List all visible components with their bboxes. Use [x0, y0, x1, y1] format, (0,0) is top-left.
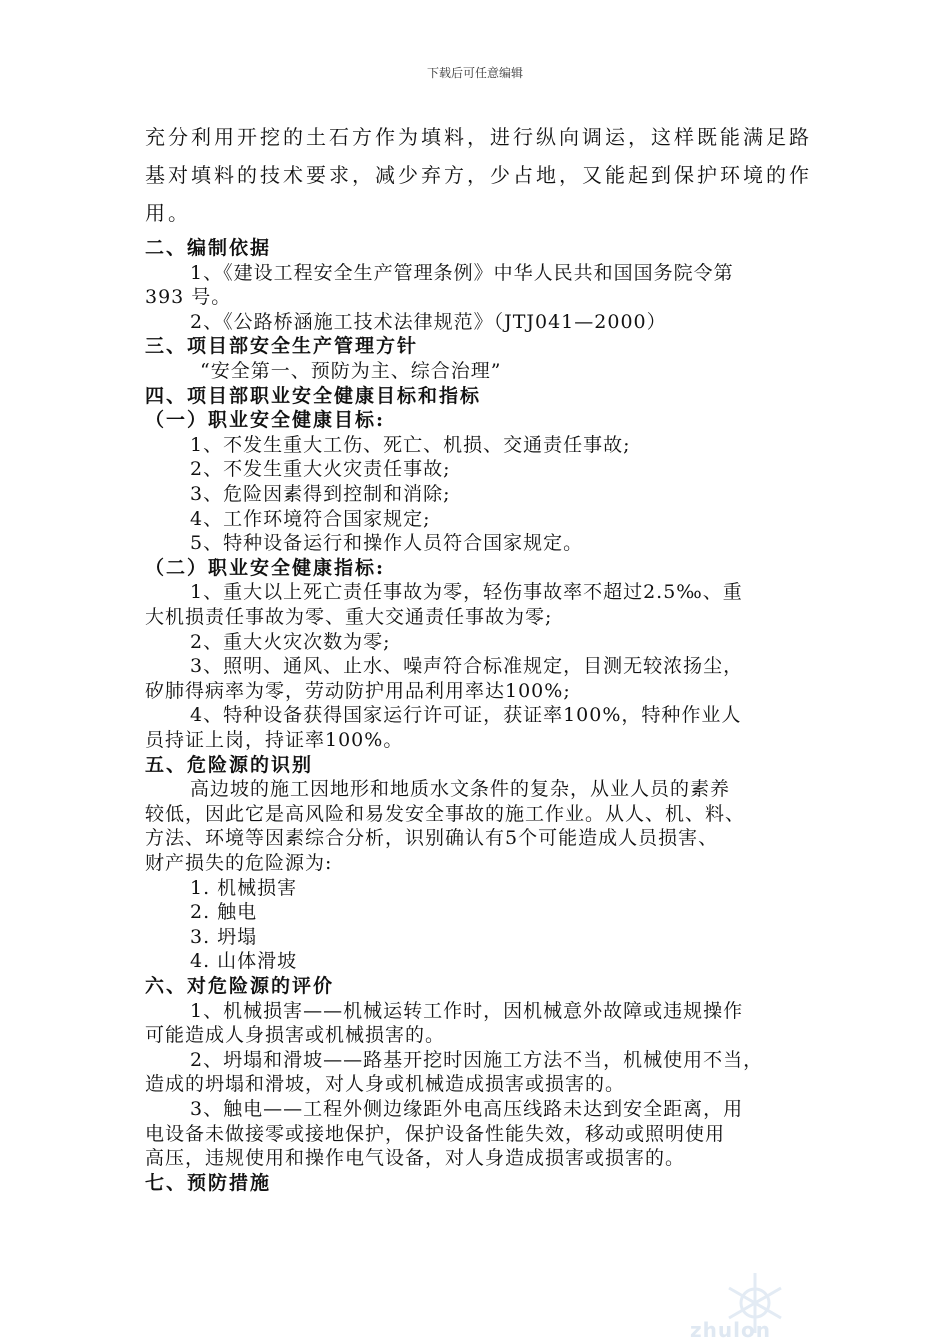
intro-paragraph: 充分利用开挖的土石方作为填料，进行纵向调运，这样既能满足路基对填料的技术要求，减少弃方，少占地，又能起到保护环境的作用。 [145, 125, 812, 225]
text-line: “安全第一、预防为主、综合治理” [200, 360, 502, 382]
text-line: 较低，因此它是高风险和易发安全事故的施工作业。从人、机、料、 [145, 802, 746, 825]
text-line: 4、特种设备获得国家运行许可证，获证率100%，特种作业人 [190, 704, 742, 727]
text-line: 1、机械损害——机械运转工作时，因机械意外故障或违规操作 [190, 999, 744, 1022]
text-line: 大机损责任事故为零、重大交通责任事故为零; [145, 606, 553, 628]
text-line: 矽肺得病率为零，劳动防护用品利用率达100%; [145, 679, 571, 702]
section-heading: 六、对危险源的评价 [145, 975, 335, 997]
text-line: 员持证上岗，持证率100%。 [145, 729, 404, 751]
text-line: 393 号。 [145, 286, 232, 309]
text-line: 1、《建设工程安全生产管理条例》中华人民共和国国务院令第 [190, 261, 734, 284]
section-heading: （二）职业安全健康指标: [145, 556, 386, 579]
text-line: 3、照明、通风、止水、噪声符合标准规定，目测无较浓扬尘， [190, 655, 744, 678]
section-heading: 七、预防措施 [145, 1171, 272, 1194]
section-heading: 四、项目部职业安全健康目标和指标 [145, 384, 482, 407]
watermark-text: zhulon [690, 1318, 771, 1342]
text-line: 电设备未做接零或接地保护，保护设备性能失效，移动或照明使用 [145, 1122, 726, 1145]
text-line: 2. 触电 [190, 901, 258, 924]
text-line: 可能造成人身损害或机械损害的。 [145, 1024, 446, 1047]
section-heading: 二、编制依据 [145, 237, 272, 259]
page-header: 下载后可任意编辑 [426, 66, 523, 80]
text-line: 1、不发生重大工伤、死亡、机损、交通责任事故; [190, 433, 631, 456]
text-line: 5、特种设备运行和操作人员符合国家规定。 [190, 532, 584, 555]
text-line: 方法、环境等因素综合分析，识别确认有5个可能造成人员损害、 [145, 827, 719, 850]
text-line: 3. 坍塌 [190, 925, 258, 948]
text-line: 高压，违规使用和操作电气设备，对人身造成损害或损害的。 [145, 1147, 686, 1170]
text-line: 1. 机械损害 [190, 876, 298, 899]
text-line: 3、触电——工程外侧边缘距外电高压线路未达到安全距离，用 [190, 1098, 744, 1120]
text-line: 2、坍塌和滑坡——路基开挖时因施工方法不当，机械使用不当， [190, 1048, 764, 1071]
text-line: 1、重大以上死亡责任事故为零，轻伤事故率不超过2.5‰、重 [190, 581, 743, 604]
text-line: 造成的坍塌和滑坡，对人身或机械造成损害或损害的。 [145, 1073, 626, 1096]
text-line: 2、《公路桥涵施工技术法律规范》（JTJ041—2000） [190, 310, 667, 333]
text-line: 4、工作环境符合国家规定; [190, 507, 431, 530]
text-line: 高边坡的施工因地形和地质水文条件的复杂，从业人员的素养 [190, 778, 731, 801]
text-line: 财产损失的危险源为: [145, 852, 333, 874]
text-line: 2、不发生重大火灾责任事故; [190, 458, 451, 481]
section-heading: 三、项目部安全生产管理方针 [145, 335, 419, 358]
text-line: 2、重大火灾次数为零; [190, 630, 391, 653]
section-heading: 五、危险源的识别 [145, 753, 314, 776]
section-heading: （一）职业安全健康目标: [145, 409, 386, 432]
text-line: 4. 山体滑坡 [190, 950, 298, 973]
text-line: 3、危险因素得到控制和消除; [190, 483, 451, 505]
